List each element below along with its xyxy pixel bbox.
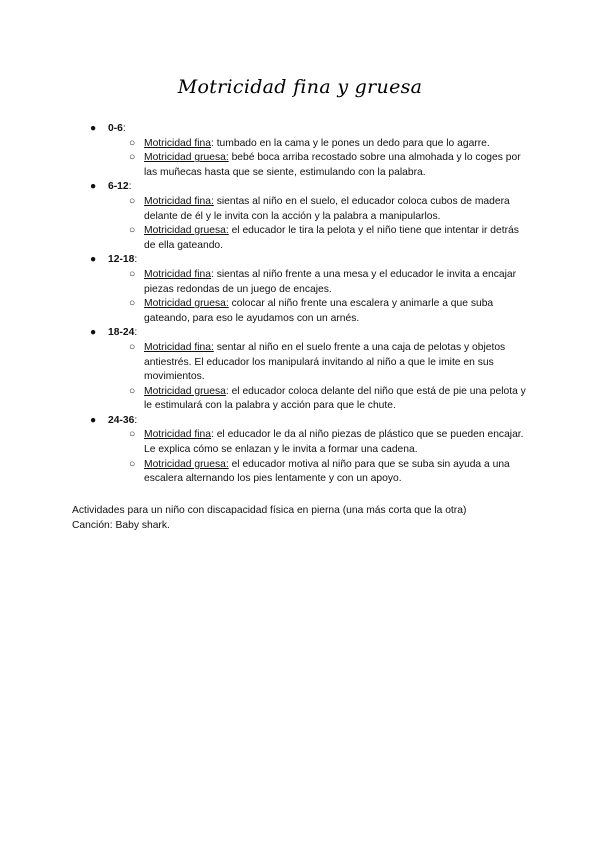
circle-bullet-icon: ○ [129, 429, 136, 441]
age-range-label: 18-24 [108, 327, 135, 339]
activity-text: : el educador coloca delante del niño que está de pie una pelota y le estimulará con la palabra y acción para que le chute. [144, 385, 526, 412]
activity-label: Motricidad fina: [144, 195, 214, 207]
circle-bullet-icon: ○ [129, 195, 136, 207]
footer-notes [72, 504, 542, 533]
list-item [129, 268, 530, 297]
circle-bullet-icon: ○ [129, 341, 136, 353]
circle-bullet-icon: ○ [129, 298, 136, 310]
age-range-label: 6-12 [108, 181, 129, 193]
activity-label: Motricidad gruesa: [144, 225, 229, 237]
activity-label: Motricidad gruesa [144, 385, 226, 397]
age-range-label: 0-6 [108, 123, 123, 134]
activity-list [90, 268, 530, 326]
age-group-12-18: ● 12-18: ○ Motricidad fina: sientas al niño frente a una mesa y el educador le invita a encajar piezas redondas de un juego de encajes. ○ Motricidad gruesa: colocar al niño frente una escalera y animarle a que suba gateando, para eso le ayudamos con un arnés. [90, 253, 530, 326]
activity-label: Motricidad fina: [144, 341, 214, 353]
circle-bullet-icon: ○ [129, 137, 136, 149]
activity-label: Motricidad gruesa: [144, 298, 229, 310]
bullet-icon: ● [90, 254, 97, 266]
bullet-icon: ● [90, 181, 97, 193]
list-item [129, 137, 530, 152]
activity-label: Motricidad gruesa: [144, 152, 229, 164]
age-group-0-6: ● 0-6: ○ Motricidad fina: tumbado en la cama y le pones un dedo para que lo agarre. ○ Motricidad gruesa: bebé boca arriba recostado sobre una almohada y lo coges por las muñecas hasta que se siente, estimulando con la palabra. [90, 122, 530, 180]
list-item [129, 297, 530, 326]
activity-text: el educador motiva al niño para que se suba sin ayuda a una escalera alternando los pies lentamente y con un apoyo. [144, 458, 510, 485]
activity-text: : el educador le da al niño piezas de plástico que se pueden encajar. Le explica cómo se enlazan y le invita a formar una cadena. [144, 429, 524, 456]
activity-list [90, 195, 530, 253]
list-item [129, 428, 530, 457]
disability-note: Actividades para un niño con discapacidad física en pierna (una más corta que la otra) [72, 505, 467, 516]
activity-text: : tumbado en la cama y le pones un dedo para que lo agarre. [210, 137, 490, 149]
list-item [129, 458, 530, 487]
activity-text: bebé boca arriba recostado sobre una almohada y lo coges por las muñecas hasta que se siente, estimulando con la palabra. [144, 152, 521, 178]
list-item [129, 195, 530, 224]
age-group-list [90, 122, 530, 487]
age-range-label: 12-18 [108, 254, 135, 266]
list-item [129, 151, 530, 180]
activity-text: colocar al niño frente una escalera y animarle a que suba gateando, para eso le ayudamos con un arnés. [144, 298, 494, 324]
circle-bullet-icon: ○ [129, 458, 136, 470]
song-note: Canción: Baby shark. [72, 519, 170, 531]
activity-text: : sientas al niño frente a una mesa y el educador le invita a encajar piezas redondas de un juego de encajes. [144, 268, 517, 295]
age-range-label: 24-36 [108, 414, 135, 426]
age-group-18-24: ● 18-24: ○ Motricidad fina: sentar al niño en el suelo frente a una caja de pelotas y objetos antiestrés. El educador los manipulará invitando al niño a que le imite en sus movimientos. ○ Motricidad gruesa: el educador coloca delante del niño que está de pie una pelota y le estimulará con la palabra y acción para que le chute. [90, 326, 530, 414]
activity-text: sentar al niño en el suelo frente a una caja de pelotas y objetos antiestrés. El educador los manipulará invitando al niño a que le imite en sus movimientos. [144, 341, 506, 383]
activity-label: Motricidad fina [144, 137, 211, 149]
activity-list [90, 137, 530, 181]
age-group-6-12: ● 6-12: ○ Motricidad fina: sientas al niño en el suelo, el educador coloca cubos de madera delante de él y le invita con la acción y la palabra a manipularlos. ○ Motricidad gruesa: el educador le tira la pelota y el niño tiene que intentar ir detrás de ella gateando. [90, 180, 530, 253]
activity-label: Motricidad fina [144, 268, 211, 280]
activity-text: sientas al niño en el suelo, el educador coloca cubos de madera delante de él y le invita con la acción y la palabra a manipularlos. [144, 195, 510, 222]
page-title: Motricidad fina y gruesa [177, 76, 423, 98]
bullet-icon: ● [90, 414, 97, 426]
bullet-icon: ● [90, 327, 97, 339]
bullet-icon: ● [90, 123, 97, 134]
circle-bullet-icon: ○ [129, 225, 136, 237]
activity-text: el educador le tira la pelota y el niño tiene que intentar ir detrás de ella gateando. [144, 225, 519, 251]
list-item [129, 385, 530, 414]
activity-list [90, 428, 530, 486]
activity-label: Motricidad fina [144, 429, 211, 441]
age-group-24-36: ● 24-36: ○ Motricidad fina: el educador le da al niño piezas de plástico que se pueden encajar. Le explica cómo se enlazan y le invita a formar una cadena. ○ Motricidad gruesa: el educador motiva al niño para que se suba sin ayuda a una escalera alternando los pies lentamente y con un apoyo. [90, 414, 530, 487]
activity-label: Motricidad gruesa: [144, 458, 229, 470]
circle-bullet-icon: ○ [129, 385, 136, 397]
activity-list [90, 341, 530, 414]
list-item [129, 224, 530, 253]
list-item [129, 341, 530, 385]
circle-bullet-icon: ○ [129, 152, 136, 164]
circle-bullet-icon: ○ [129, 268, 136, 280]
